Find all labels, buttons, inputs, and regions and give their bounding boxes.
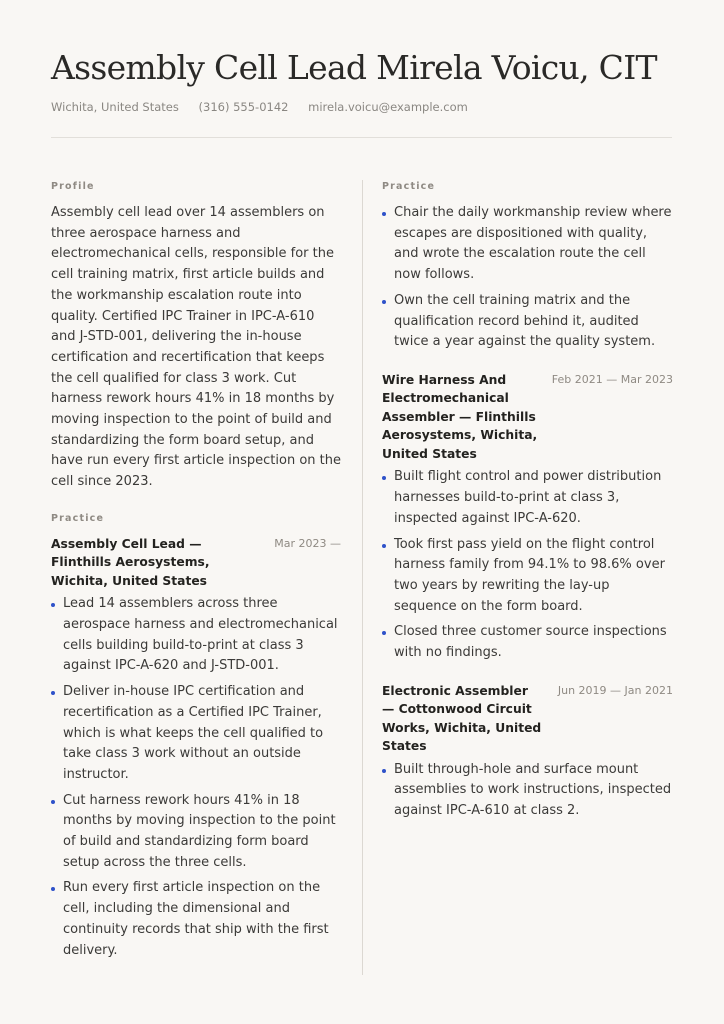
phone-text: (316) 555-0142	[198, 100, 289, 114]
job-dates: Jun 2019 — Jan 2021	[557, 683, 673, 697]
bullet-item	[51, 682, 341, 786]
bullet-text: Cut harness rework hours 41% in 18 months by moving inspection to the point of build and standardizing form board setup across the three cells.	[63, 792, 336, 870]
profile-section-label: Profile	[51, 181, 95, 192]
column-divider	[362, 180, 363, 975]
bullet-dot-icon	[51, 800, 55, 804]
resume-title: Assembly Cell Lead Mirela Voicu, CIT	[51, 48, 657, 87]
bullet-dot-icon	[382, 476, 386, 480]
header-divider	[51, 137, 672, 138]
job-title: Wire Harness And Electromechanical Assembler — Flinthills Aerosystems, Wichita, United States	[382, 372, 538, 461]
bullet-text: Run every first article inspection on the cell, including the dimensional and continuity records that ship with the first delivery.	[63, 880, 329, 958]
right-column	[382, 181, 673, 840]
profile-summary: Assembly cell lead over 14 assemblers on three aerospace harness and electromechanical cells, responsible for the cell training matrix, first article builds and the workmanship escalation route into quality. Certified IPC Trainer in IPC-A-610 and J-STD-001, delivering the in-house certification and recertification that keeps the cell qualified for class 3 work. Cut harness rework hours 41% in 18 months by moving inspection to the point of build and standardizing the form board setup, and have run every first article inspection on the cell since 2023.	[51, 205, 342, 490]
bullet-text: Built through-hole and surface mount assemblies to work instructions, inspected against IPC-A-610 at class 2.	[394, 761, 672, 819]
job-bullets	[382, 760, 673, 822]
bullet-item	[51, 791, 341, 874]
bullet-dot-icon	[51, 603, 55, 607]
bullet-dot-icon	[51, 691, 55, 695]
job-header	[382, 682, 673, 756]
job-dates: Mar 2023 —	[274, 536, 341, 550]
bullet-text: Took first pass yield on the flight control harness family from 94.1% to 98.6% over two years by rewriting the lay-up sequence on the form board.	[394, 536, 665, 614]
bullet-item	[51, 594, 341, 677]
job-title: Electronic Assembler — Cottonwood Circuit Works, Wichita, United States	[382, 683, 542, 754]
contact-line	[51, 100, 484, 114]
bullet-item	[382, 760, 673, 822]
bullet-text: Deliver in-house IPC certification and recertification as a Certified IPC Trainer, which is what keeps the cell qualified to take class 3 work without an outside instructor.	[63, 684, 324, 782]
bullet-dot-icon	[382, 544, 386, 548]
bullet-dot-icon	[382, 769, 386, 773]
bullet-text: Built flight control and power distribution harnesses build-to-print at class 3, inspected against IPC-A-620.	[394, 469, 662, 526]
bullet-item	[382, 467, 673, 529]
bullet-text: Closed three customer source inspections with no findings.	[394, 624, 667, 661]
bullet-text: Own the cell training matrix and the qualification record behind it, audited twice a year against the quality system.	[394, 292, 656, 350]
job-title: Assembly Cell Lead — Flinthills Aerosystems, Wichita, United States	[51, 536, 210, 588]
job-header	[51, 535, 341, 591]
job-header	[382, 371, 673, 464]
location-text: Wichita, United States	[51, 100, 179, 114]
job-bullets	[51, 594, 341, 961]
bullet-item	[382, 535, 673, 618]
bullet-item	[382, 291, 673, 353]
bullet-dot-icon	[382, 212, 386, 216]
bullet-item	[51, 878, 341, 961]
practice-section-label: Practice	[51, 512, 105, 524]
practice-bullets	[382, 203, 673, 353]
bullet-item	[382, 203, 673, 286]
left-column	[51, 181, 341, 979]
job-dates: Feb 2021 — Mar 2023	[551, 372, 673, 386]
practice-section-label: Practice	[382, 181, 436, 192]
bullet-dot-icon	[382, 631, 386, 635]
bullet-dot-icon	[51, 887, 55, 891]
bullet-text: Lead 14 assemblers across three aerospace harness and electromechanical cells building build-to-print at class 3 against IPC-A-620 and J-STD-001.	[63, 596, 338, 674]
job-bullets	[382, 467, 673, 663]
email-text: mirela.voicu@example.com	[308, 100, 468, 114]
bullet-item	[382, 622, 673, 663]
bullet-text: Chair the daily workmanship review where escapes are dispositioned with quality, and wrote the escalation route the cell now follows.	[394, 205, 672, 283]
bullet-dot-icon	[382, 300, 386, 304]
